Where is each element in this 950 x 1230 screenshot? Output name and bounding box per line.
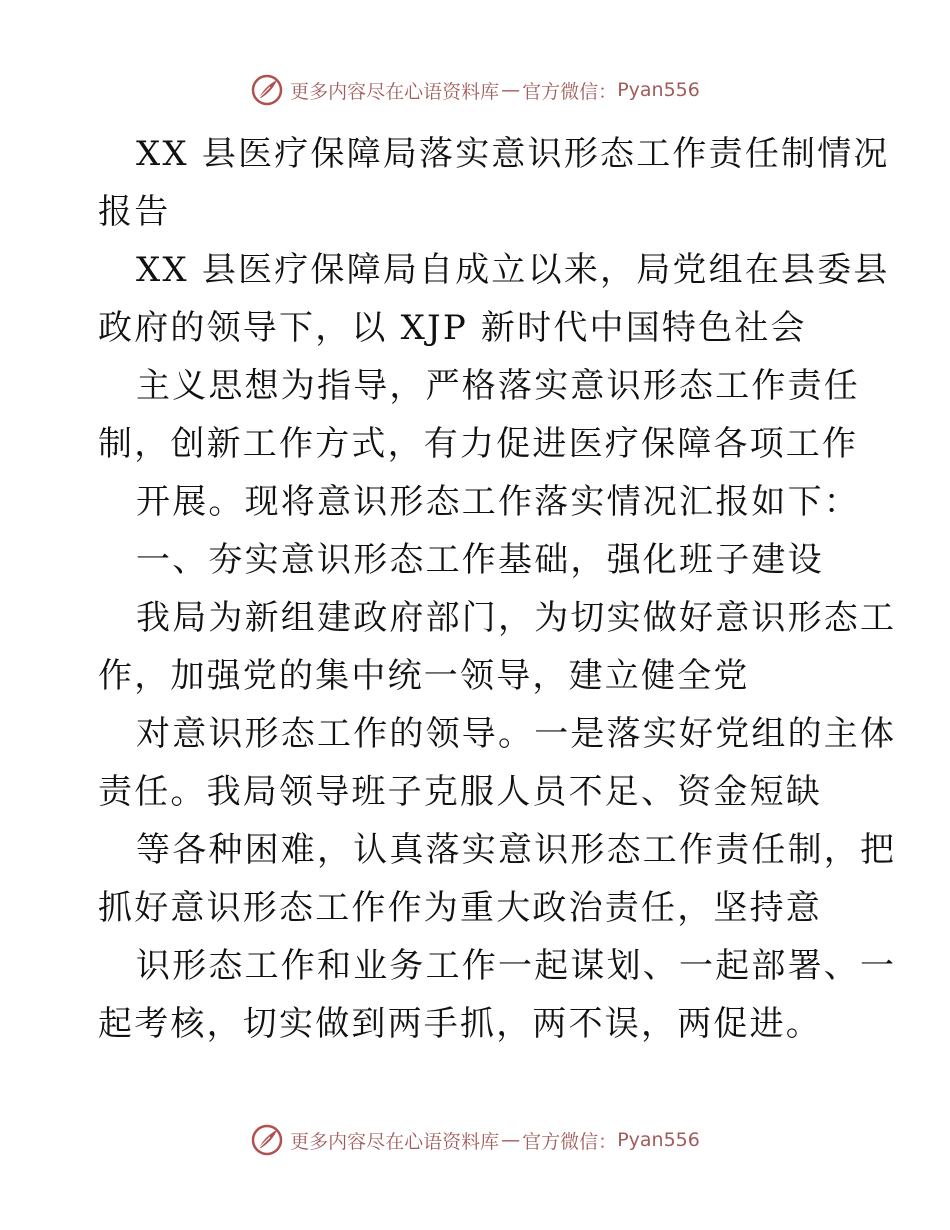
banner-wechat-id: Pyan556 (617, 79, 700, 101)
document-text-line: XX 县医疗保障局自成立以来，局党组在县委县 (136, 250, 890, 290)
banner-slogan: 更多内容尽在心语资料库 (290, 1130, 500, 1153)
document-text-line: 对意识形态工作的领导。一是落实好党组的主体 (136, 714, 897, 754)
document-text-line: 识形态工作和业务工作一起谋划、一起部署、一 (136, 946, 897, 986)
document-text-line: 作，加强党的集中统一领导，建立健全党 (98, 656, 750, 696)
feather-pen-logo-icon (250, 1123, 284, 1157)
header-watermark-banner (0, 70, 950, 110)
document-title-line-2: 报告 (98, 192, 171, 232)
banner-wechat-label: 官方微信： (522, 1130, 618, 1153)
document-text-line: 我局为新组建政府部门，为切实做好意识形态工 (136, 598, 897, 638)
section-heading-1: 一、夯实意识形态工作基础，强化班子建设 (136, 540, 824, 580)
document-text-line: 主义思想为指导，严格落实意识形态工作责任 (136, 366, 860, 406)
banner-slogan: 更多内容尽在心语资料库 (290, 80, 500, 103)
document-text-line: 政府的领导下，以 XJP 新时代中国特色社会 (98, 308, 807, 348)
banner-separator: — (501, 1129, 521, 1151)
document-text-line: 抓好意识形态工作作为重大政治责任，坚持意 (98, 888, 822, 928)
document-text-line: 制，创新工作方式，有力促进医疗保障各项工作 (98, 424, 859, 464)
document-body (98, 125, 897, 1053)
document-text-line: 开展。现将意识形态工作落实情况汇报如下： (136, 482, 860, 522)
document-text-line: 等各种困难，认真落实意识形态工作责任制，把 (136, 830, 897, 870)
document-text-line: 责任。我局领导班子克服人员不足、资金短缺 (98, 772, 822, 812)
document-title-line-1: XX 县医疗保障局落实意识形态工作责任制情况 (136, 134, 890, 174)
banner-wechat-label: 官方微信： (522, 80, 618, 103)
feather-pen-logo-icon (250, 73, 284, 107)
footer-watermark-banner (0, 1120, 950, 1160)
banner-separator: — (501, 79, 521, 101)
document-text-line: 起考核，切实做到两手抓，两不误，两促进。 (98, 1004, 822, 1044)
banner-wechat-id: Pyan556 (617, 1129, 700, 1151)
